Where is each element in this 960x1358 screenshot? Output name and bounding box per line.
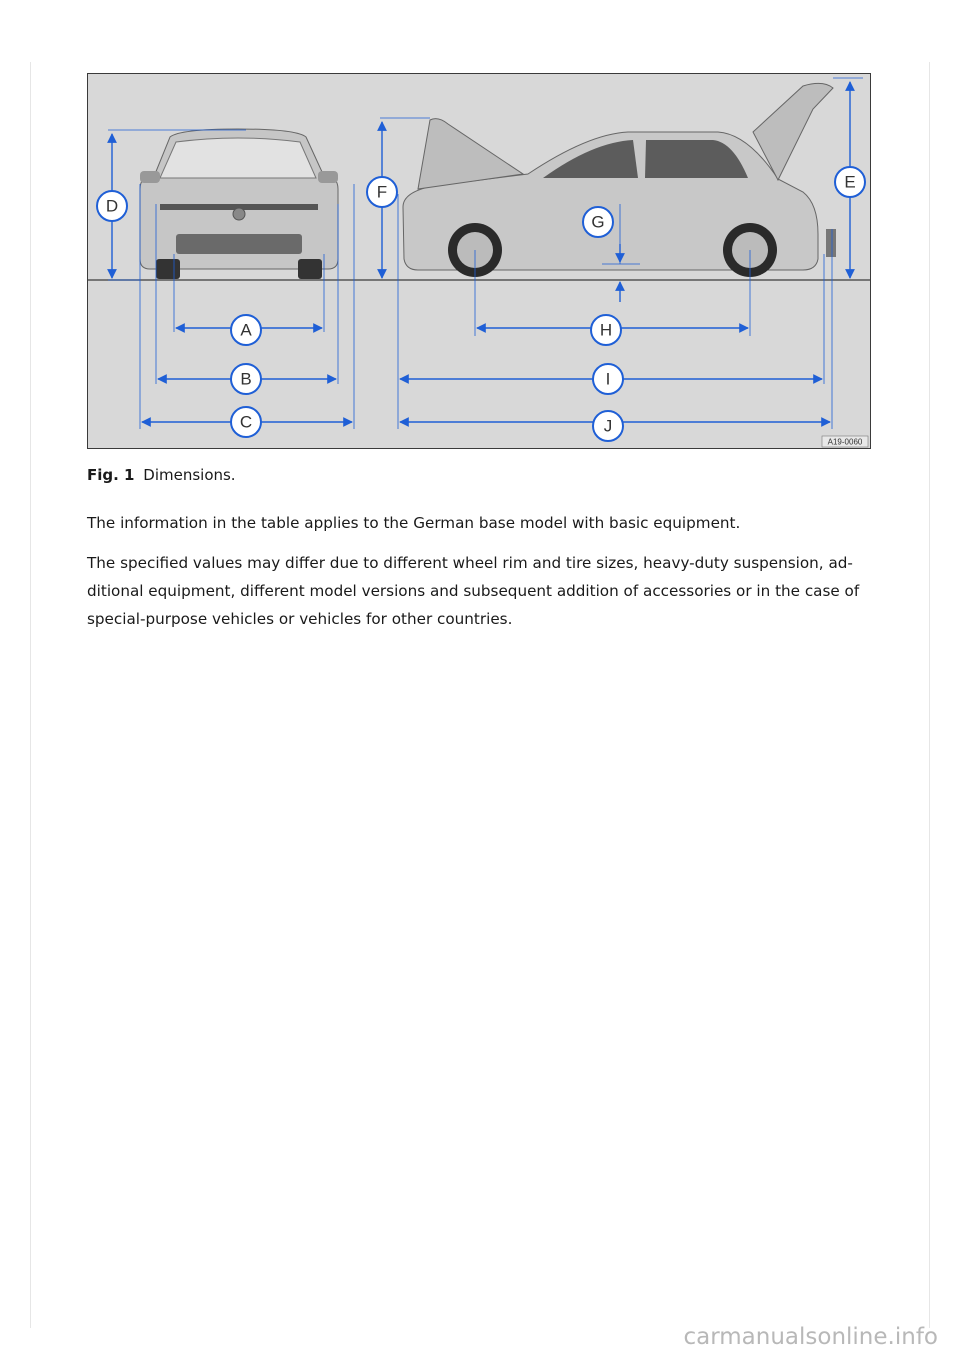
page-margin-right (929, 62, 930, 1328)
paragraph-values-differ: The specified values may differ due to different wheel rim and tire sizes, heavy-duty suspension, ad-ditional equipment, different model versions and subsequent addition of accessories or in the case of special-purpose vehicles or vehicles for other countries. (87, 554, 860, 628)
front-wheel-right-icon (298, 259, 322, 279)
page-margin-left (30, 62, 31, 1328)
vw-logo-icon (233, 208, 245, 220)
figure-caption-label: Fig. 1 (87, 466, 135, 484)
svg-text:D: D (105, 196, 119, 216)
label-c (231, 407, 261, 437)
watermark: carmanualsonline.info (683, 1324, 938, 1350)
label-d (97, 191, 127, 221)
mirror-right-icon (318, 171, 338, 183)
label-j (593, 411, 623, 441)
svg-text:I: I (605, 369, 611, 389)
figure-caption-text: Dimensions. (143, 466, 236, 484)
label-f (367, 177, 397, 207)
front-wheel-left-icon (156, 259, 180, 279)
car-front-view (140, 129, 338, 279)
label-a (231, 315, 261, 345)
svg-text:F: F (376, 182, 388, 202)
label-b (231, 364, 261, 394)
figure-caption (87, 466, 236, 484)
dimensions-figure (87, 73, 871, 449)
svg-text:A: A (240, 320, 252, 340)
label-g (583, 207, 613, 237)
figure-code (822, 436, 868, 447)
paragraph-base-model: The information in the table applies to the German base model with basic equipment. (87, 514, 741, 532)
svg-text:H: H (599, 320, 613, 340)
svg-text:A19-0060: A19-0060 (827, 437, 863, 447)
svg-text:E: E (844, 172, 856, 192)
label-i (593, 364, 623, 394)
svg-text:B: B (240, 369, 252, 389)
label-h (591, 315, 621, 345)
svg-text:G: G (591, 212, 605, 232)
svg-text:J: J (603, 416, 613, 436)
svg-text:C: C (239, 412, 253, 432)
tow-hitch-icon (826, 229, 836, 257)
mirror-left-icon (140, 171, 160, 183)
label-e (835, 167, 865, 197)
